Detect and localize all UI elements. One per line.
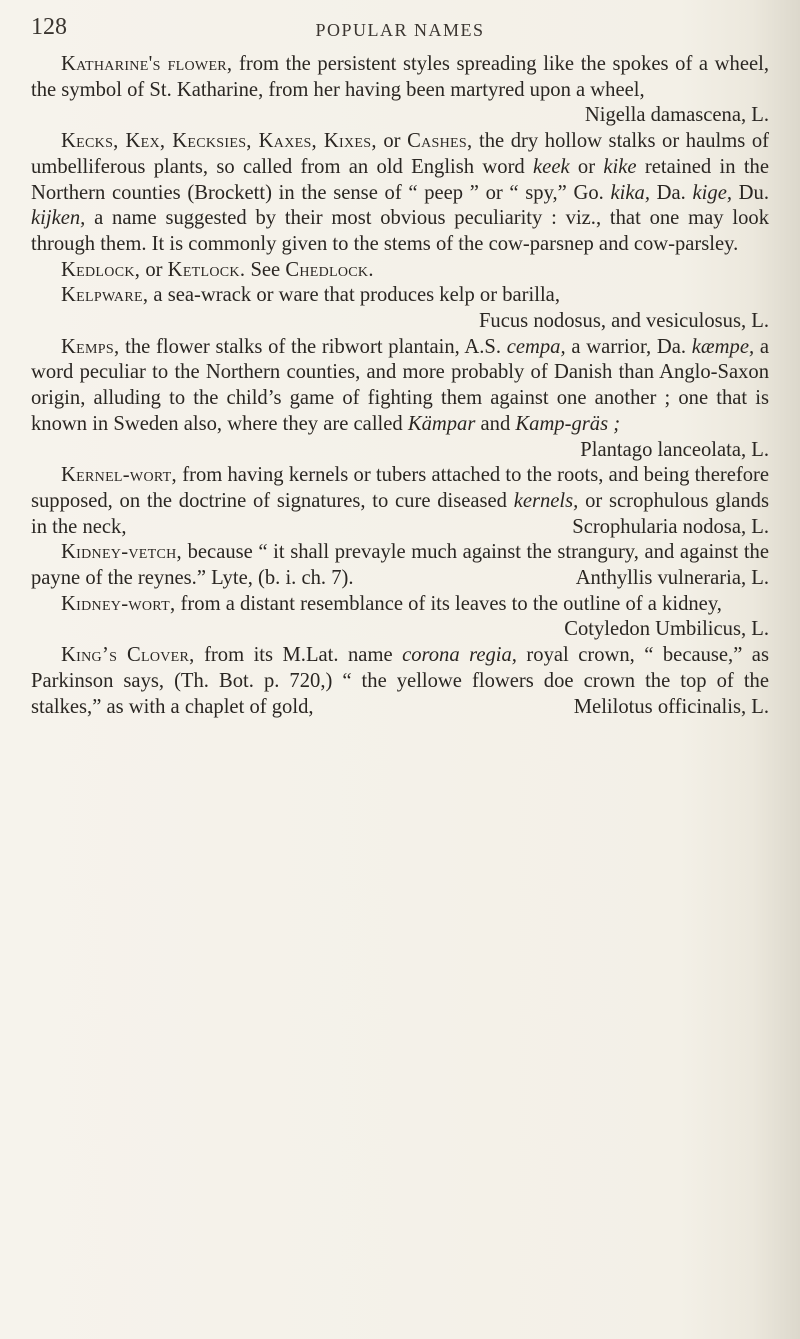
entry-text: or: [140, 258, 168, 281]
etymon: kika,: [610, 181, 650, 204]
entry-text: See: [245, 258, 286, 281]
entry-kedlock: [31, 258, 769, 284]
entry-text: Du.: [731, 181, 769, 204]
botanical-name: Scrophularia nodosa, L.: [572, 515, 769, 538]
etymon: Kämpar: [407, 412, 476, 435]
botanical-name: Nigella damascena, L.: [584, 104, 769, 127]
etymon: kijken,: [31, 207, 86, 230]
entry-text: the flower stalks of the ribwort plantain, A.S.: [119, 335, 507, 358]
entry-headword: Katharine's flower,: [61, 53, 233, 75]
entry-text: because “ it shall prevayle much against the strangury, and against the payne of the reynes.” Lyte, (b. i. ch. 7).: [31, 541, 769, 590]
entry-text: from having kernels or tubers attached to the roots, and being therefore supposed, on the doctrine of signatures, to cure diseased: [31, 464, 769, 512]
entry-text: a warrior, Da.: [565, 335, 692, 358]
entry-headword: Kernel-wort,: [61, 464, 177, 487]
entry-headword: Kelpware,: [61, 284, 149, 307]
etymon: cempa,: [506, 335, 566, 358]
botanical-name: Melilotus officinalis, L.: [573, 695, 769, 718]
entry-text: and: [475, 412, 516, 435]
entry-headword: Kedlock,: [61, 258, 141, 281]
cross-reference: Chedlock.: [285, 258, 374, 281]
etymon: kæmpe,: [691, 335, 755, 358]
entry-text: from the persistent styles spreading like the spokes of a wheel, the symbol of St. Katharine, from her having been martyred upon a wheel,: [31, 53, 769, 101]
entry-headword: Kidney-wort,: [61, 592, 176, 615]
botanical-name: Fucus nodosus, and vesiculosus, L.: [478, 310, 769, 333]
etymon: corona regia,: [402, 644, 517, 667]
entry-text: retained in the Northern counties (Brockett) in the sense of “ peep ” or “ spy,” Go.: [31, 155, 769, 204]
dictionary-body: [31, 52, 769, 720]
entry-katharines-flower: [31, 52, 769, 129]
etymon: keek: [533, 155, 570, 178]
entry-headword-alt: Ketlock.: [167, 258, 246, 281]
entry-text: or: [376, 130, 408, 153]
entry-text: from its M.Lat. name: [194, 644, 403, 667]
entry-headword: Kecks, Kex, Kecksies, Kaxes, Kixes,: [61, 130, 377, 153]
entry-kernel-wort: [31, 463, 769, 540]
entry-text: or scrophulous glands in the neck,: [31, 489, 769, 538]
botanical-name: Anthyllis vulneraria, L.: [575, 567, 769, 590]
entry-text: the dry hollow stalks or haulms of umbelliferous plants, so called from an old English word: [31, 130, 769, 178]
entry-text: royal crown, “ because,” as Parkinson says, (Th. Bot. p. 720,) “ the yellowe flowers doe crown the top of the stalkes,” as with a chaplet of gold,: [31, 644, 769, 718]
entry-headword: Kidney-vetch,: [61, 541, 182, 564]
page-header: [0, 14, 800, 54]
botanical-name: Plantago lanceolata, L.: [580, 438, 769, 461]
etymon: kernels,: [513, 489, 579, 512]
page-number: 128: [31, 14, 67, 40]
entry-text: a sea-wrack or ware that produces kelp or barilla,: [148, 284, 560, 307]
entry-headword: King’s Clover,: [61, 644, 195, 667]
entry-kidney-vetch: [31, 540, 769, 591]
entry-text: a word peculiar to the Northern counties, and more probably of Danish than Anglo-Saxon origin, alluding to the child’s game of fighting them against one another ; one that is known in Sweden also, where they are called: [31, 335, 769, 435]
entry-text: from a distant resemblance of its leaves to the outline of a kidney,: [175, 592, 722, 615]
etymon: Kamp-gräs ;: [515, 412, 621, 435]
entry-kelpware: [31, 283, 769, 334]
entry-kidney-wort: [31, 592, 769, 643]
etymon: kige,: [692, 181, 732, 204]
entry-headword-alt: Cashes,: [407, 130, 473, 153]
etymon: kike: [603, 155, 637, 178]
entry-kings-clover: [31, 643, 769, 720]
entry-kemps: [31, 335, 769, 464]
botanical-name: Cotyledon Umbilicus, L.: [564, 618, 769, 641]
entry-text: a name suggested by their most obvious peculiarity : viz., that one may look through them. It is commonly given to the stems of the cow-parsnep and cow-parsley.: [31, 207, 769, 255]
entry-headword: Kemps,: [61, 335, 120, 358]
entry-text: Da.: [649, 181, 693, 204]
entry-text: or: [569, 155, 604, 178]
entry-kecks: [31, 129, 769, 258]
running-head: POPULAR NAMES: [315, 20, 485, 40]
